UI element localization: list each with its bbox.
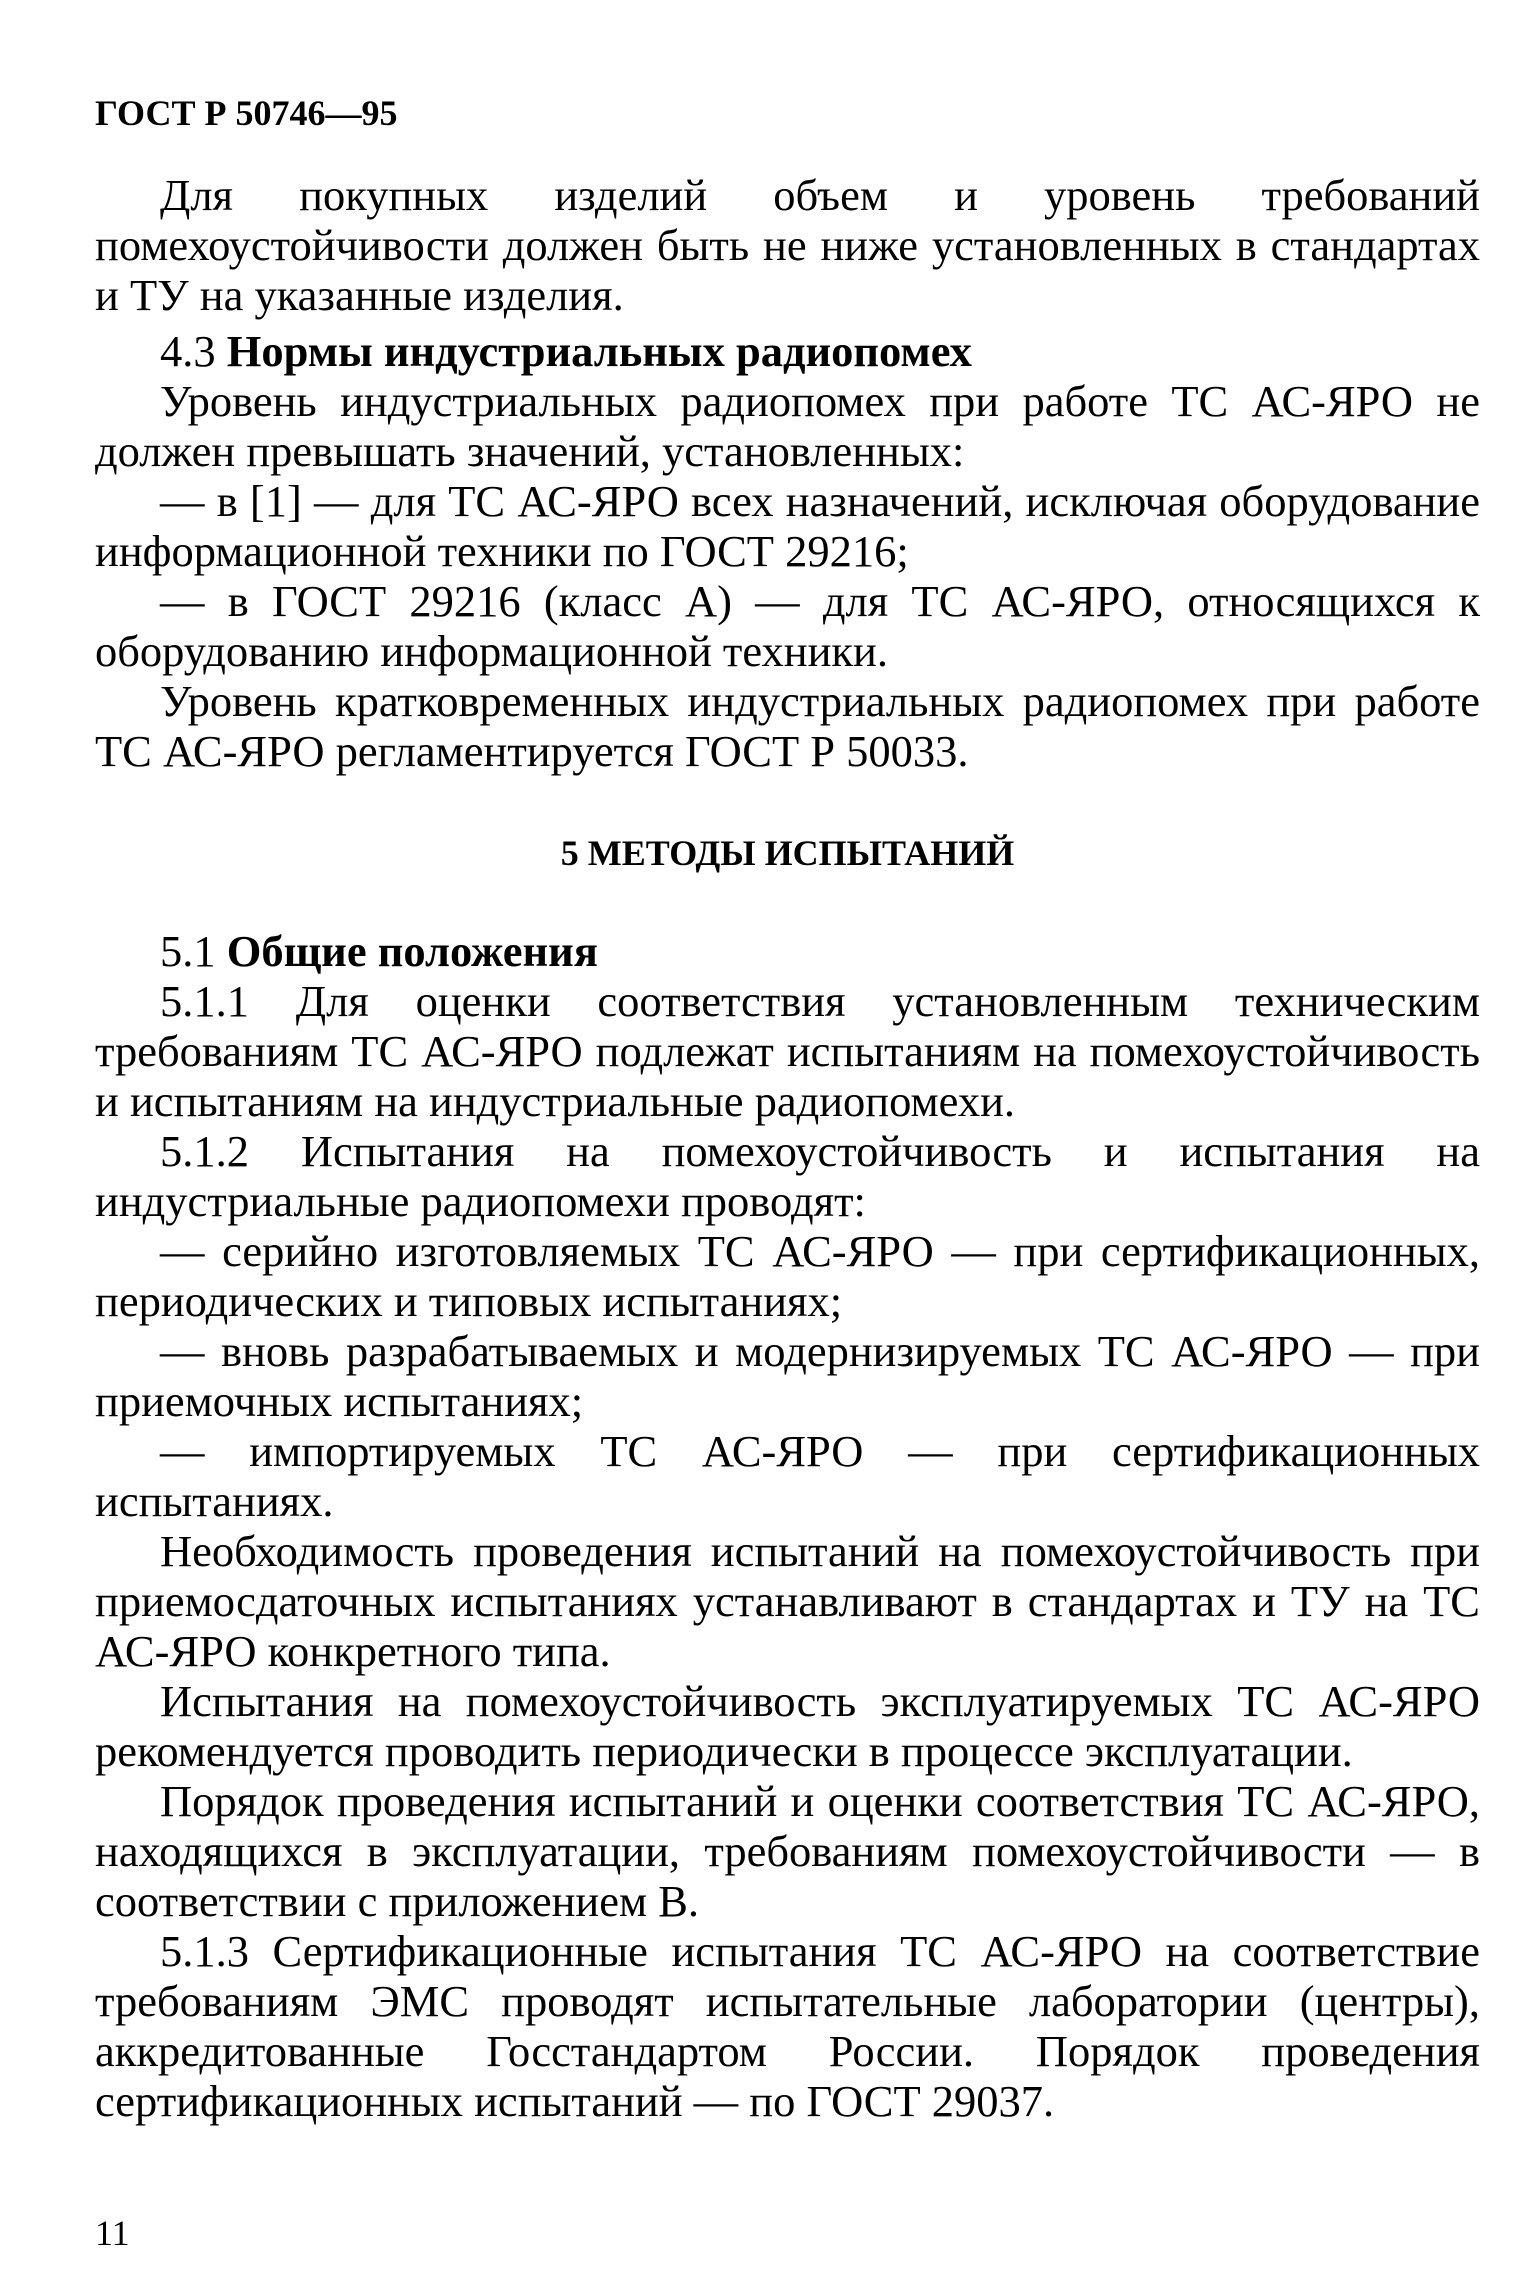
list-item-serial: — серийно изготовляемых ТС АС-ЯРО — при сертификационных, периодических и типовых испытаниях; xyxy=(95,1226,1480,1326)
list-item-import: — импортируемых ТС АС-ЯРО — при сертификационных испытаниях. xyxy=(95,1426,1480,1526)
paragraph-periodic: Испытания на помехоустойчивость эксплуатируемых ТС АС-ЯРО рекомендуется проводить периодически в процессе эксплуатации. xyxy=(95,1676,1480,1776)
paragraph-level: Уровень индустриальных радиопомех при работе ТС АС-ЯРО не должен превышать значений, установленных: xyxy=(95,376,1480,476)
heading-4-3-number: 4.3 xyxy=(160,326,216,376)
heading-5-1-title: Общие положения xyxy=(226,926,598,976)
heading-5-1 xyxy=(95,926,1480,976)
paragraph-purchased-items: Для покупных изделий объем и уровень требований помехоустойчивости должен быть не ниже установленных в стандартах и ТУ на указанные изделия. xyxy=(95,170,1480,320)
paragraph-5-1-2: 5.1.2 Испытания на помехоустойчивость и испытания на индустриальные радиопомехи проводят: xyxy=(95,1126,1480,1226)
paragraph-short-term: Уровень кратковременных индустриальных радиопомех при работе ТС АС-ЯРО регламентируется ГОСТ Р 50033. xyxy=(95,676,1480,776)
list-item-new: — вновь разрабатываемых и модернизируемых ТС АС-ЯРО — при приемочных испытаниях; xyxy=(95,1326,1480,1426)
paragraph-5-1-1: 5.1.1 Для оценки соответствия установленным техническим требованиям ТС АС-ЯРО подлежат испытаниям на помехоустойчивость и испытаниям на индустриальные радиопомехи. xyxy=(95,976,1480,1126)
list-item-2: — в ГОСТ 29216 (класс А) — для ТС АС-ЯРО, относящихся к оборудованию информационной техники. xyxy=(95,576,1480,676)
document-header: ГОСТ Р 50746—95 xyxy=(95,93,398,133)
paragraph-necessity: Необходимость проведения испытаний на помехоустойчивость при приемосдаточных испытаниях устанавливают в стандартах и ТУ на ТС АС-ЯРО конкретного типа. xyxy=(95,1526,1480,1676)
heading-5-1-number: 5.1 xyxy=(160,926,216,976)
section-5-title: 5 МЕТОДЫ ИСПЫТАНИЙ xyxy=(560,833,1015,873)
page-number: 11 xyxy=(95,2213,130,2253)
paragraph-order: Порядок проведения испытаний и оценки соответствия ТС АС-ЯРО, находящихся в эксплуатации, требованиям помехоустойчивости — в соответствии с приложением В. xyxy=(95,1776,1480,1926)
list-item-1: — в [1] — для ТС АС-ЯРО всех назначений, исключая оборудование информационной техники по ГОСТ 29216; xyxy=(95,476,1480,576)
paragraph-5-1-3: 5.1.3 Сертификационные испытания ТС АС-ЯРО на соответствие требованиям ЭМС проводят испытательные лаборатории (центры), аккредитованные Госстандартом России. Порядок проведения сертификационных испытаний — по ГОСТ 29037. xyxy=(95,1926,1480,2126)
heading-4-3 xyxy=(95,326,1480,376)
heading-4-3-title: Нормы индустриальных радиопомех xyxy=(226,326,972,376)
